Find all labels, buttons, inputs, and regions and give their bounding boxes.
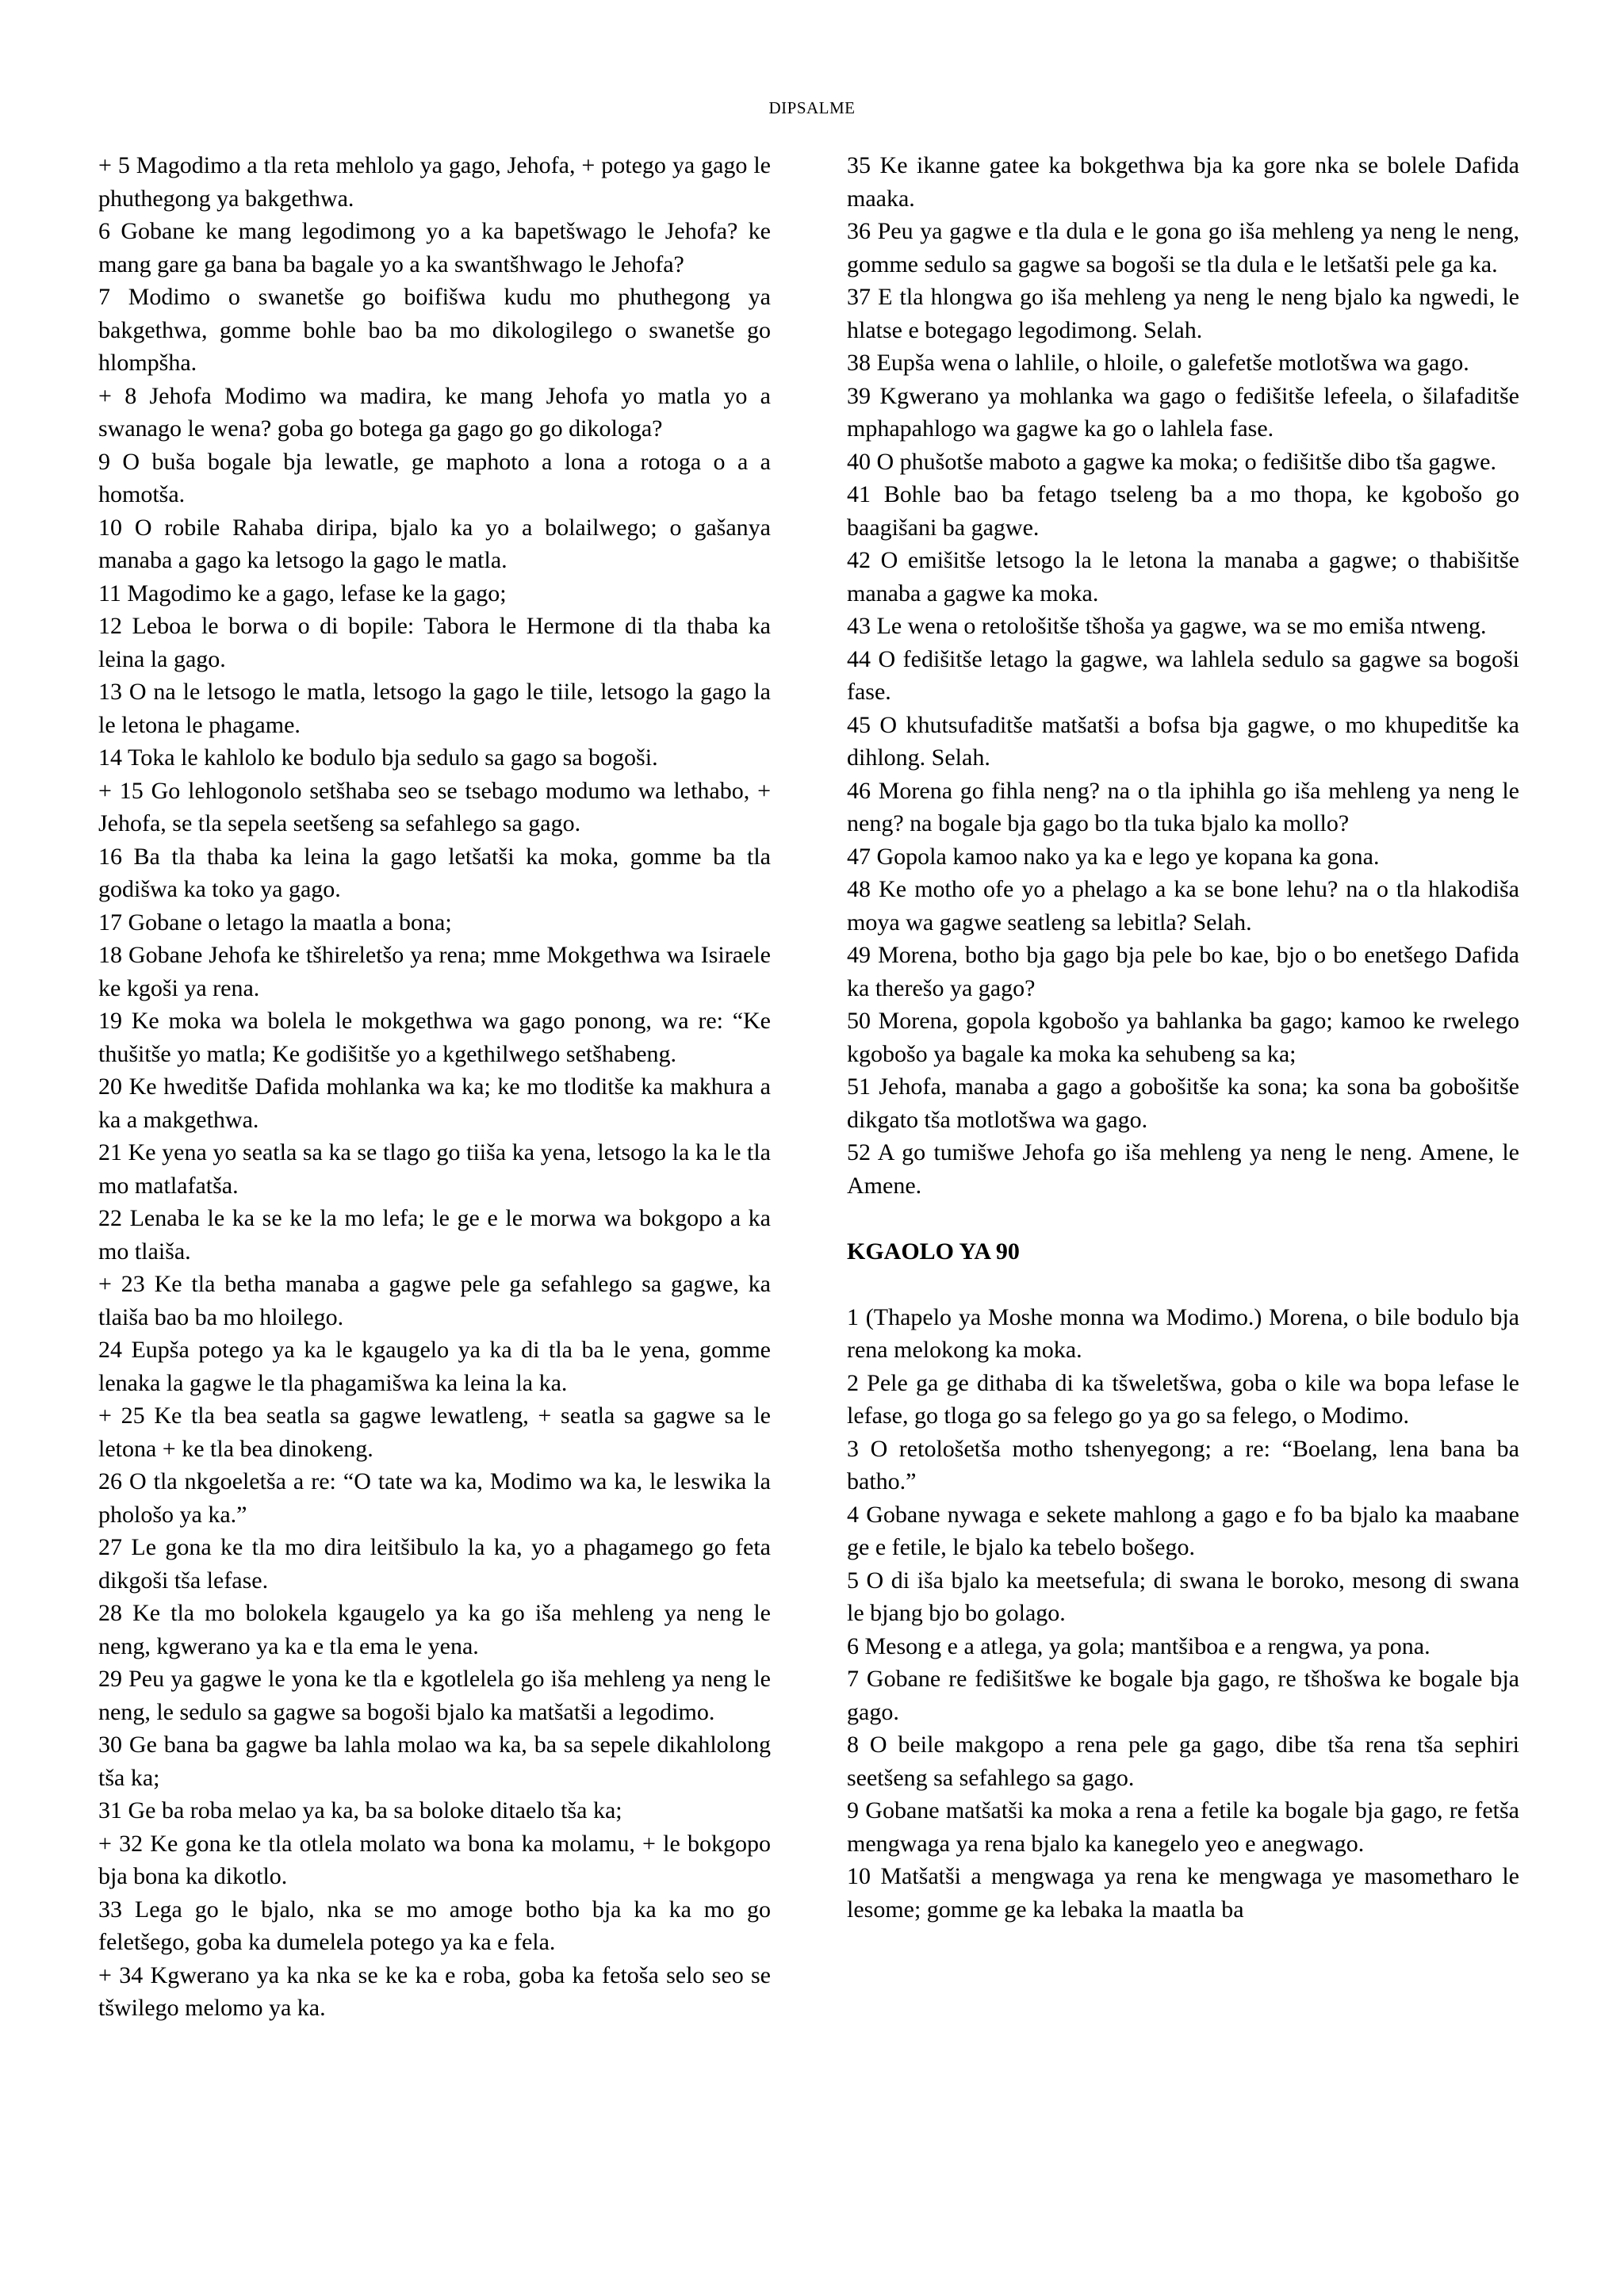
verse: 29 Peu ya gagwe le yona ke tla e kgotlelela go iša mehleng ya neng le neng, le sedulo sa gagwe sa bogoši bjalo ka matšatši a legodimo. bbox=[98, 1666, 771, 1725]
verse: 49 Morena, botho bja gago bja pele bo kae, bjo o bo enetšego Dafida ka therešo ya gago? bbox=[847, 942, 1519, 1001]
verse: 28 Ke tla mo bolokela kgaugelo ya ka go iša mehleng ya neng le neng, kgwerano ya ka e tla ema le yena. bbox=[98, 1600, 771, 1659]
verse: 44 O fedišitše letago la gagwe, wa lahlela sedulo sa gagwe sa bogoši fase. bbox=[847, 645, 1519, 705]
running-head: DIPSALME bbox=[768, 98, 856, 117]
verse: 2 Pele ga ge dithaba di ka tšweletšwa, goba o kile wa bopa lefase le lefase, go tloga go sa felego go ya go sa felego, o Modimo. bbox=[847, 1369, 1519, 1429]
verse: 46 Morena go fihla neng? na o tla iphihla go iša mehleng ya neng le neng? na bogale bja gago bo tla tuka bjalo ka mollo? bbox=[847, 777, 1519, 836]
verse: 38 Eupša wena o lahlile, o hloile, o galefetše motlotšwa wa gago. bbox=[847, 350, 1469, 376]
verse: 10 Matšatši a mengwaga ya rena ke mengwaga ye masometharo le lesome; gomme ge ka lebaka la maatla ba bbox=[847, 1863, 1519, 1923]
verse: 16 Ba tla thaba ka leina la gago letšatši ka moka, gomme ba tla godišwa ka toko ya gago. bbox=[98, 843, 771, 902]
verse: 12 Leboa le borwa o di bopile: Tabora le Hermone di tla thaba ka leina la gago. bbox=[98, 613, 771, 672]
verse: 13 O na le letsogo le matla, letsogo la gago le tiile, letsogo la gago la le letona le phagame. bbox=[98, 679, 771, 738]
verse: 35 Ke ikanne gatee ka bokgethwa bja ka gore nka se bolele Dafida maaka. bbox=[847, 152, 1519, 212]
verse: 18 Gobane Jehofa ke tšhireletšo ya rena; mme Mokgethwa wa Isiraele ke kgoši ya rena. bbox=[98, 942, 771, 1001]
verse: 7 Gobane re fedišitšwe ke bogale bja gago, re tšhošwa ke bogale bja gago. bbox=[847, 1666, 1519, 1725]
verse: 51 Jehofa, manaba a gago a gobošitše ka sona; ka sona ba gobošitše dikgato tša motlotšwa wa gago. bbox=[847, 1073, 1519, 1133]
verse: 17 Gobane o letago la maatla a bona; bbox=[98, 909, 452, 936]
verse: 27 Le gona ke tla mo dira leitšibulo la ka, yo a phagamego go feta dikgoši tša lefase. bbox=[98, 1534, 771, 1594]
verse: 3 O retološetša motho tshenyegong; a re: “Boelang, lena bana ba batho.” bbox=[847, 1435, 1519, 1494]
verse: 52 A go tumišwe Jehofa go iša mehleng ya neng le neng. Amene, le Amene. bbox=[847, 1139, 1519, 1199]
verse: 6 Mesong e a atlega, ya gola; mantšiboa e a rengwa, ya pona. bbox=[847, 1632, 1431, 1659]
verse: 47 Gopola kamoo nako ya ka e lego ye kopana ka gona. bbox=[847, 843, 1380, 870]
verse: 39 Kgwerano ya mohlanka wa gago o fedišitše lefeela, o šilafaditše mphapahlogo wa gagwe ka go o lahlela fase. bbox=[847, 382, 1519, 442]
verse: 41 Bohle bao ba fetago tseleng ba a mo thopa, ke kgobošo go baagišani ba gagwe. bbox=[847, 481, 1519, 541]
verse: 24 Eupša potego ya ka le kgaugelo ya ka di tla ba le yena, gomme lenaka la gagwe le tla phagamišwa ka leina la ka. bbox=[98, 1337, 771, 1396]
verse: 6 Gobane ke mang legodimong yo a ka bapetšwago le Jehofa? ke mang gare ga bana ba bagale yo a ka swantšhwago le Jehofa? bbox=[98, 218, 771, 277]
verse: 45 O khutsufaditše matšatši a bofsa bja gagwe, o mo khupeditše ka dihlong. Selah. bbox=[847, 711, 1519, 771]
verse: 11 Magodimo ke a gago, lefase ke la gago; bbox=[98, 580, 507, 607]
verse: + 8 Jehofa Modimo wa madira, ke mang Jehofa yo matla yo a swanago le wena? goba go botega ga gago go go dikologa? bbox=[98, 382, 771, 442]
verse: 8 O beile makgopo a rena pele ga gago, dibe tša rena tša sephiri seetšeng sa sefahlego sa gago. bbox=[847, 1732, 1519, 1791]
verse: 4 Gobane nywaga e sekete mahlong a gago e fo ba bjalo ka maabane ge e fetile, le bjalo ka tebelo bošego. bbox=[847, 1501, 1519, 1560]
verse: + 32 Ke gona ke tla otlela molato wa bona ka molamu, + le bokgopo bja bona ka dikotlo. bbox=[98, 1830, 771, 1889]
verse: + 15 Go lehlogonolo setšhaba seo se tsebago modumo wa lethabo, + Jehofa, se tla sepela seetšeng sa sefahlego sa gago. bbox=[98, 777, 771, 836]
verse: + 25 Ke tla bea seatla sa gagwe lewatleng, + seatla sa gagwe sa le letona + ke tla bea dinokeng. bbox=[98, 1402, 771, 1462]
verse: 37 E tla hlongwa go iša mehleng ya neng le neng bjalo ka ngwedi, le hlatse e botegago legodimong. Selah. bbox=[847, 284, 1519, 343]
verse: 9 Gobane matšatši ka moka a rena a fetile ka bogale bja gago, re fetša mengwaga ya rena bjalo ka kanegelo yeo e anegwago. bbox=[847, 1797, 1519, 1857]
verse: 9 O buša bogale bja lewatle, ge maphoto a lona a rotoga o a a homotša. bbox=[98, 448, 771, 507]
verse: 30 Ge bana ba gagwe ba lahla molao wa ka, ba sa sepele dikahlolong tša ka; bbox=[98, 1732, 771, 1791]
verse: 33 Lega go le bjalo, nka se mo amoge botho bja ka ka mo go feletšego, goba ka dumelela potego ya ka e fela. bbox=[98, 1896, 771, 1955]
verse: 42 O emišitše letsogo la le letona la manaba a gagwe; o thabišitše manaba a gagwe ka moka. bbox=[847, 547, 1519, 607]
verse: 20 Ke hweditše Dafida mohlanka wa ka; ke mo tloditše ka makhura a ka a makgethwa. bbox=[98, 1073, 771, 1133]
verse: 26 O tla nkgoeletša a re: “O tate wa ka, Modimo wa ka, le leswika la phološo ya ka.” bbox=[98, 1468, 771, 1528]
verse: 5 O di iša bjalo ka meetsefula; di swana le boroko, mesong di swana le bjang bjo bo golago. bbox=[847, 1567, 1519, 1626]
verse: + 34 Kgwerano ya ka nka se ke ka e roba, goba ka fetoša selo seo se tšwilego melomo ya ka. bbox=[98, 1961, 771, 2021]
verse: 48 Ke motho ofe yo a phelago a ka se bone lehu? na o tla hlakodiša moya wa gagwe seatleng sa lebitla? Selah. bbox=[847, 876, 1519, 936]
verse: 19 Ke moka wa bolela le mokgethwa wa gago ponong, wa re: “Ke thušitše yo matla; Ke godišitše yo a kgethilwego setšhabeng. bbox=[98, 1008, 771, 1067]
left-column bbox=[98, 149, 771, 2025]
verse: 22 Lenaba le ka se ke la mo lefa; le ge e le morwa wa bokgopo a ka mo tlaiša. bbox=[98, 1205, 771, 1265]
verse: 31 Ge ba roba melao ya ka, ba sa boloke ditaelo tša ka; bbox=[98, 1797, 622, 1823]
verse: 50 Morena, gopola kgobošo ya bahlanka ba gago; kamoo ke rwelego kgobošo ya bagale ka moka ka sehubeng sa ka; bbox=[847, 1008, 1519, 1067]
verse: 10 O robile Rahaba diripa, bjalo ka yo a bolailwego; o gašanya manaba a gago ka letsogo la gago le matla. bbox=[98, 514, 771, 573]
verse: 40 O phušotše maboto a gagwe ka moka; o fedišitše dibo tša gagwe. bbox=[847, 448, 1496, 475]
verse: 43 Le wena o retološitše tšhoša ya gagwe, wa se mo emiša ntweng. bbox=[847, 613, 1487, 639]
verse: + 23 Ke tla betha manaba a gagwe pele ga sefahlego sa gagwe, ka tlaiša bao ba mo hloilego. bbox=[98, 1271, 771, 1330]
verse: 21 Ke yena yo seatla sa ka se tlago go tiiša ka yena, letsogo la ka le tla mo matlafatša. bbox=[98, 1139, 771, 1199]
verse: 7 Modimo o swanetše go boifišwa kudu mo phuthegong ya bakgethwa, gomme bohle bao ba mo dikologilego o swanetše go hlompšha. bbox=[98, 284, 771, 376]
right-column bbox=[847, 149, 1519, 1926]
chapter-heading: KGAOLO YA 90 bbox=[847, 1238, 1020, 1265]
verse: + 5 Magodimo a tla reta mehlolo ya gago, Jehofa, + potego ya gago le phuthegong ya bakgethwa. bbox=[98, 152, 771, 212]
verse: 14 Toka le kahlolo ke bodulo bja sedulo sa gago sa bogoši. bbox=[98, 744, 658, 771]
verse: 36 Peu ya gagwe e tla dula e le gona go iša mehleng ya neng le neng, gomme sedulo sa gagwe sa bogoši se tla dula e le letšatši pele ga ka. bbox=[847, 218, 1519, 277]
verse: 1 (Thapelo ya Moshe monna wa Modimo.) Morena, o bile bodulo bja rena melokong ka moka. bbox=[847, 1303, 1519, 1363]
